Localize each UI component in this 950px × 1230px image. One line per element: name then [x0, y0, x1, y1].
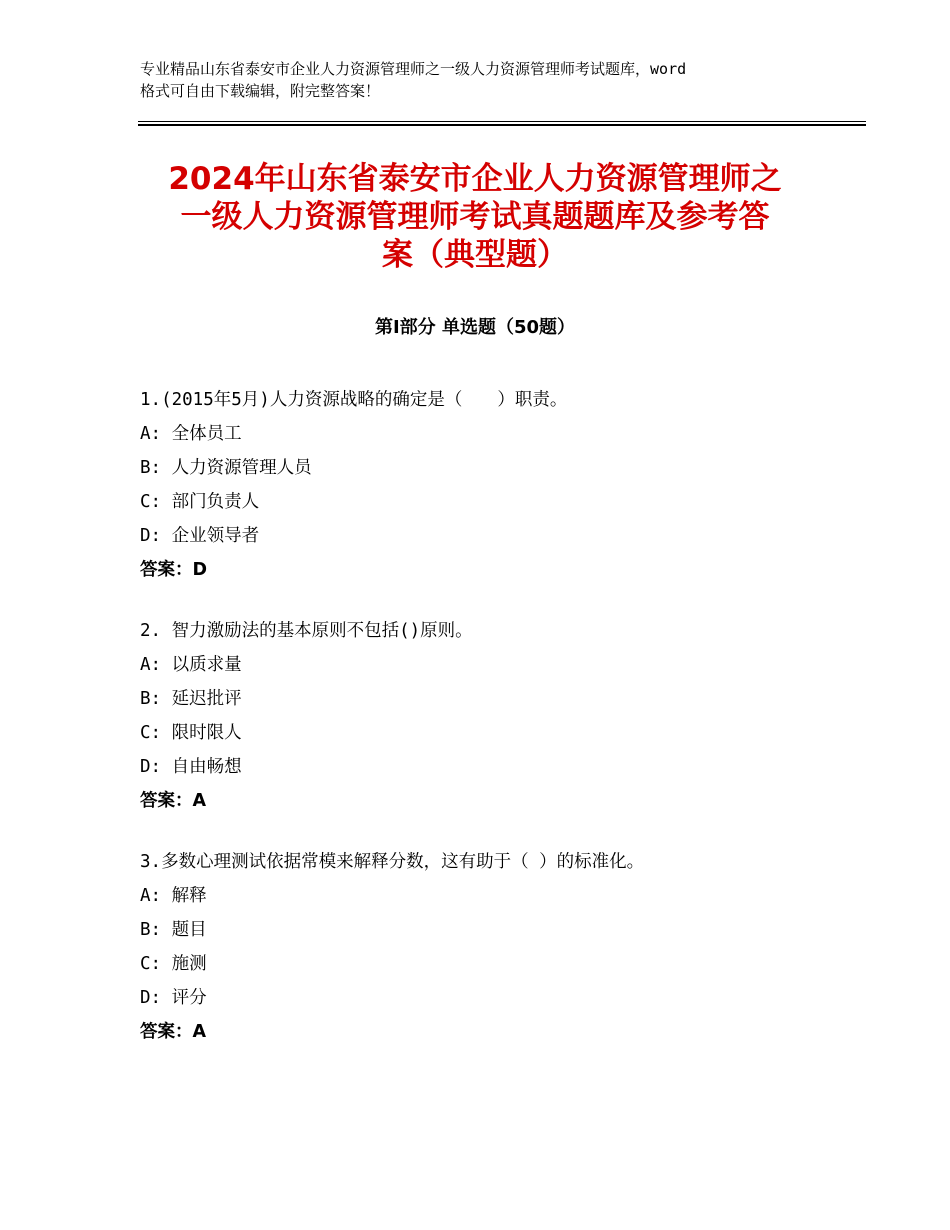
header-note-line-1: 专业精品山东省泰安市企业人力资源管理师之一级人力资源管理师考试题库，word: [140, 60, 687, 78]
question-item: [140, 383, 860, 587]
header-divider-thick: [138, 124, 866, 126]
option-b: B: 人力资源管理人员: [140, 458, 312, 478]
title-line-3: 案（典型题）: [382, 237, 568, 273]
answer-label: 答案：D: [140, 560, 208, 580]
option-c: C: 施测: [140, 954, 207, 974]
option-a: A: 解释: [140, 886, 207, 906]
answer-label: 答案：A: [140, 1022, 207, 1042]
title-line-1: 2024年山东省泰安市企业人力资源管理师之: [168, 161, 782, 197]
option-d: D: 自由畅想: [140, 757, 242, 777]
question-item: [140, 614, 860, 818]
section-heading: 第Ⅰ部分 单选题（50题）: [374, 317, 575, 338]
option-c: C: 部门负责人: [140, 492, 260, 512]
option-b: B: 题目: [140, 920, 207, 940]
header-divider-thin: [138, 121, 866, 122]
question-stem: 3.多数心理测试依据常模来解释分数，这有助于（ ）的标准化。: [140, 852, 645, 872]
question-stem: 1.(2015年5月)人力资源战略的确定是（ ）职责。: [140, 390, 568, 410]
question-list: [140, 383, 860, 1076]
option-a: A: 以质求量: [140, 655, 242, 675]
option-b: B: 延迟批评: [140, 689, 242, 709]
header-note: [140, 58, 840, 102]
question-item: [140, 845, 860, 1049]
answer-label: 答案：A: [140, 791, 207, 811]
option-c: C: 限时限人: [140, 723, 242, 743]
title-line-2: 一级人力资源管理师考试真题题库及参考答: [180, 199, 770, 235]
document-title: [120, 160, 830, 274]
header-note-line-2: 格式可自由下载编辑，附完整答案！: [140, 82, 381, 100]
option-d: D: 评分: [140, 988, 207, 1008]
option-d: D: 企业领导者: [140, 526, 260, 546]
option-a: A: 全体员工: [140, 424, 242, 444]
question-stem: 2. 智力激励法的基本原则不包括()原则。: [140, 621, 473, 641]
